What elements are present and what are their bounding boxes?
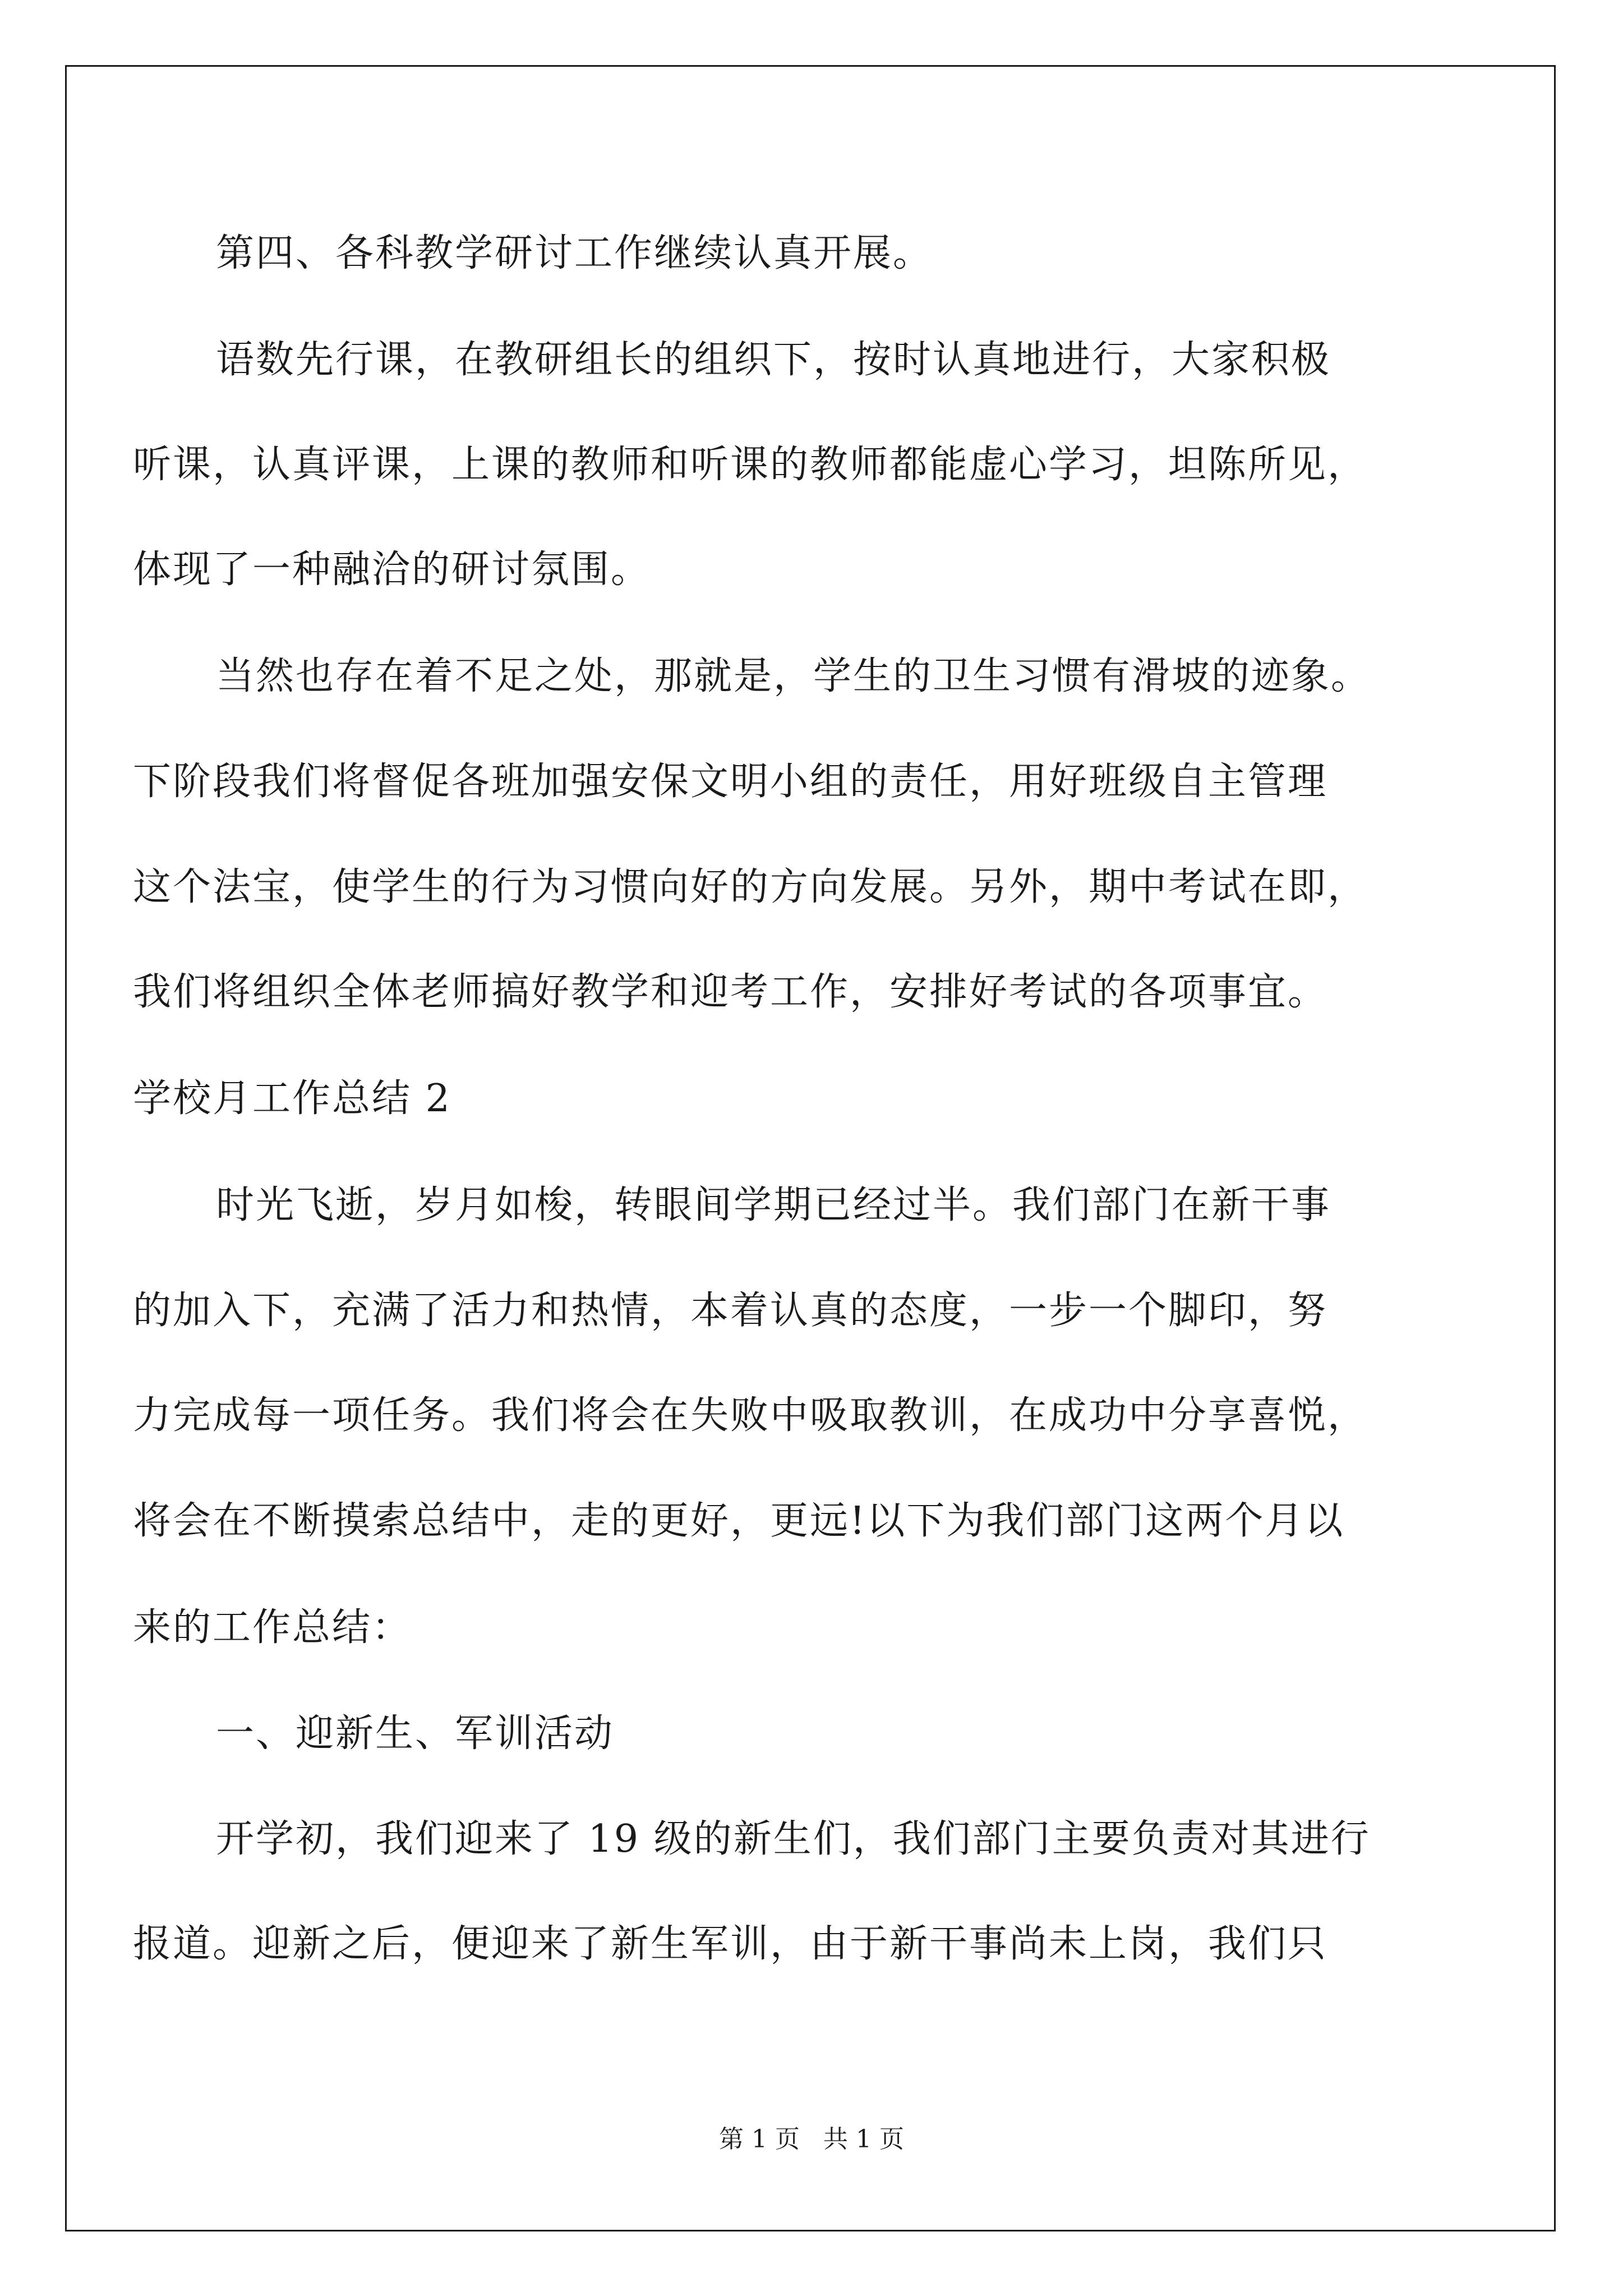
paragraph-line: 语数先行课，在教研组长的组织下，按时认真地进行，大家积极: [216, 338, 1331, 382]
section-title: 学校月工作总结 2: [133, 1076, 451, 1121]
paragraph-line: 力完成每一项任务。我们将会在失败中吸取教训，在成功中分享喜悦，: [133, 1393, 1368, 1438]
paragraph-line: 将会在不断摸索总结中，走的更好，更远!以下为我们部门这两个月以: [133, 1499, 1345, 1543]
paragraph-line: 听课，认真评课，上课的教师和听课的教师都能虚心学习，坦陈所见，: [133, 443, 1368, 487]
paragraph-line: 开学初，我们迎来了 19 级的新生们，我们部门主要负责对其进行: [216, 1817, 1371, 1861]
heading-fourth-item: 第四、各科教学研讨工作继续认真开展。: [216, 231, 933, 275]
page-border: [65, 65, 1556, 2231]
paragraph-line: 下阶段我们将督促各班加强安保文明小组的责任，用好班级自主管理: [133, 760, 1328, 804]
paragraph-line: 时光飞逝，岁月如梭，转眼间学期已经过半。我们部门在新干事: [216, 1183, 1331, 1227]
paragraph-line: 当然也存在着不足之处，那就是，学生的卫生习惯有滑坡的迹象。: [216, 654, 1371, 698]
paragraph-line: 这个法宝，使学生的行为习惯向好的方向发展。另外，期中考试在即，: [133, 865, 1368, 909]
page-footer: 第 1 页 共 1 页: [719, 2125, 904, 2154]
subsection-title: 一、迎新生、军训活动: [216, 1711, 615, 1756]
paragraph-line: 报道。迎新之后，便迎来了新生军训，由于新干事尚未上岗，我们只: [133, 1922, 1328, 1966]
paragraph-line: 我们将组织全体老师搞好教学和迎考工作，安排好考试的各项事宜。: [133, 970, 1328, 1014]
paragraph-line: 的加入下，充满了活力和热情，本着认真的态度，一步一个脚印，努: [133, 1289, 1328, 1333]
paragraph-line: 体现了一种融洽的研讨氛围。: [133, 547, 651, 592]
paragraph-line: 来的工作总结：: [133, 1605, 412, 1650]
